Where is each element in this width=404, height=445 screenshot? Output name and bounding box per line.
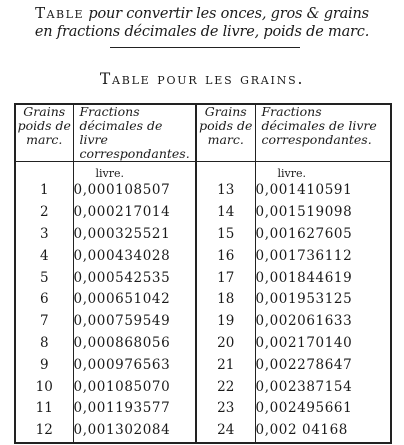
grains-left: 9 <box>15 354 73 376</box>
grains-table <box>14 103 392 444</box>
fraction-left: 0,000325521 <box>73 224 196 246</box>
table-subtitle: Table pour les grains. <box>99 70 305 88</box>
fraction-right: 0,002278647 <box>255 356 353 373</box>
fraction-right: 0,001627605 <box>255 225 353 242</box>
heading-line-1 <box>0 4 404 23</box>
grains-left: 10 <box>15 376 73 398</box>
table-row <box>15 311 391 333</box>
fraction-right: 0,002061633 <box>255 313 353 330</box>
fraction-left: 0,000976563 <box>73 354 196 376</box>
fraction-left: 0,000434028 <box>73 245 196 267</box>
table-row <box>15 420 391 443</box>
table-row <box>15 180 391 202</box>
fraction-left: 0,001085070 <box>73 376 196 398</box>
table-row <box>15 333 391 355</box>
fraction-left: 0,000759549 <box>73 311 196 333</box>
heading-line-2: en fractions décimales de livre, poids de marc. <box>34 24 370 40</box>
fraction-left: 0,000108507 <box>73 180 196 202</box>
grains-right: 18 <box>196 289 255 311</box>
fraction-right: 0,002495661 <box>255 400 353 417</box>
header-fractions-right: Fractions décimales de livre correspondantes. <box>255 104 391 162</box>
table-row <box>15 398 391 420</box>
page-heading <box>0 4 404 41</box>
table-row <box>15 354 391 376</box>
table-row <box>15 202 391 224</box>
grains-right: 15 <box>196 224 255 246</box>
grains-right: 19 <box>196 311 255 333</box>
grains-right: 23 <box>196 398 255 420</box>
fraction-left: 0,000868056 <box>73 333 196 355</box>
fraction-right: 0,001519098 <box>255 204 353 221</box>
fraction-left: 0,000217014 <box>73 202 196 224</box>
fraction-right: 0,001953125 <box>255 291 353 308</box>
grains-right: 16 <box>196 245 255 267</box>
fraction-left: 0,000651042 <box>73 289 196 311</box>
grains-left: 1 <box>15 180 73 202</box>
grains-left: 2 <box>15 202 73 224</box>
grains-right: 22 <box>196 376 255 398</box>
unit-row <box>15 162 391 181</box>
table-row <box>15 267 391 289</box>
grains-left: 5 <box>15 267 73 289</box>
header-fractions-left: Fractions décimales de livre correspondantes. <box>73 104 196 162</box>
table-row <box>15 376 391 398</box>
fraction-right: 0,002170140 <box>255 334 353 351</box>
heading-rule <box>110 47 300 48</box>
grains-right: 20 <box>196 333 255 355</box>
table-row <box>15 289 391 311</box>
unit-label-right: livre. <box>277 167 307 180</box>
grains-left: 11 <box>15 398 73 420</box>
grains-right: 13 <box>196 180 255 202</box>
header-grains-right: Grains poids de marc. <box>196 104 255 162</box>
unit-label-left: livre. <box>95 167 125 180</box>
table-row <box>15 245 391 267</box>
table-row <box>15 224 391 246</box>
grains-left: 6 <box>15 289 73 311</box>
grains-right: 21 <box>196 354 255 376</box>
grains-left: 7 <box>15 311 73 333</box>
fraction-right: 0,002 04168 <box>255 422 348 439</box>
fraction-left: 0,001302084 <box>73 420 196 443</box>
heading-line-1-text: pour convertir les onces, gros & grains <box>83 6 369 22</box>
grains-left: 3 <box>15 224 73 246</box>
fraction-right: 0,001844619 <box>255 269 353 286</box>
grains-left: 8 <box>15 333 73 355</box>
grains-left: 4 <box>15 245 73 267</box>
fraction-left: 0,001193577 <box>73 398 196 420</box>
grains-right: 17 <box>196 267 255 289</box>
table-header-row <box>15 104 391 162</box>
fraction-right: 0,001736112 <box>255 247 353 264</box>
fraction-left: 0,000542535 <box>73 267 196 289</box>
fraction-right: 0,002387154 <box>255 378 353 395</box>
grains-right: 24 <box>196 420 255 443</box>
fraction-right: 0,001410591 <box>255 182 353 199</box>
grains-left: 12 <box>15 420 73 443</box>
grains-right: 14 <box>196 202 255 224</box>
heading-lead: Table <box>35 4 84 22</box>
header-grains-left: Grains poids de marc. <box>15 104 73 162</box>
